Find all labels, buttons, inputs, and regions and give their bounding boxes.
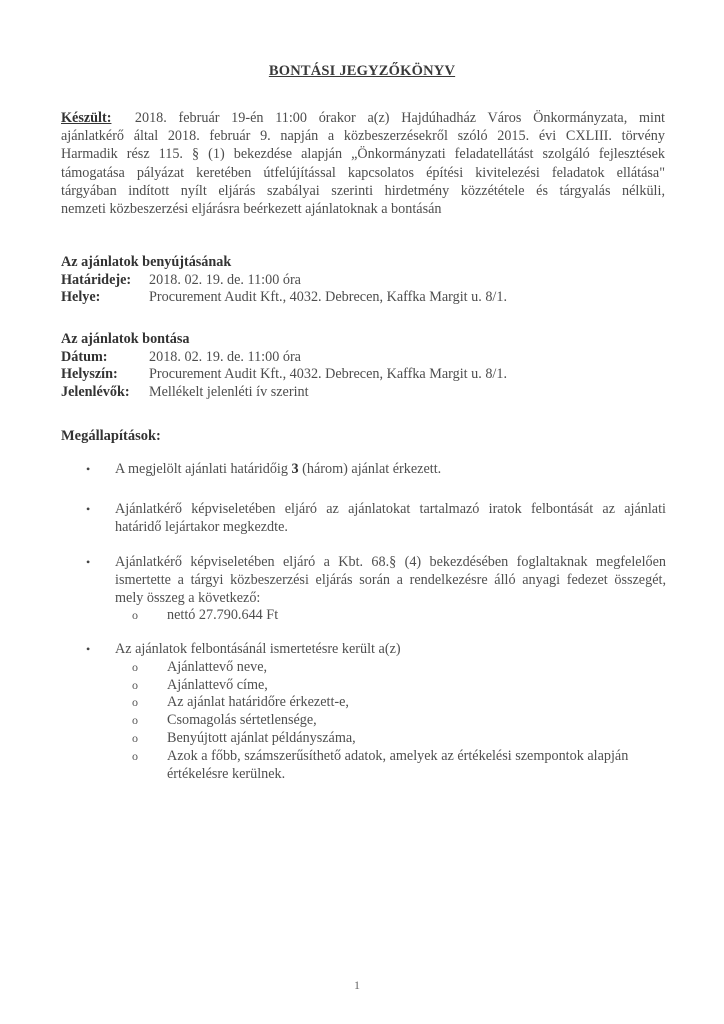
- info-row: [61, 349, 507, 367]
- sub-item-text: Ajánlattevő neve,: [167, 658, 268, 675]
- sub-item: [132, 694, 666, 712]
- info-row: [61, 289, 507, 307]
- info-value: 2018. 02. 19. de. 11:00 óra: [149, 348, 301, 365]
- info-key: Határideje:: [61, 271, 132, 288]
- sub-item-text: értékelésre kerülnek.: [167, 765, 286, 782]
- sub-item: [132, 712, 666, 730]
- opening-section: [61, 331, 507, 401]
- sub-item: [132, 607, 666, 625]
- finding-line: Ajánlatkérő képviseletében eljáró az ajánlatokat tartalmazó iratok felbontását az ajánlati: [115, 501, 666, 517]
- info-value: Mellékelt jelenléti ív szerint: [149, 383, 309, 400]
- finding-item: [86, 554, 666, 625]
- document-title: BONTÁSI JEGYZŐKÖNYV: [268, 63, 456, 79]
- intro-line: nemzeti közbeszerzési eljárásra beérkezett ajánlatoknak a bontásán: [61, 201, 442, 218]
- intro-label: Készült:: [61, 110, 112, 126]
- circle-bullet-icon: o: [132, 608, 138, 623]
- info-value: Procurement Audit Kft., 4032. Debrecen, Kaffka Margit u. 8/1.: [149, 366, 508, 382]
- sub-item-text: Az ajánlat határidőre érkezett-e,: [167, 694, 349, 711]
- opening-heading: Az ajánlatok bontása: [61, 331, 190, 347]
- circle-bullet-icon: o: [132, 677, 138, 692]
- findings-heading: Megállapítások:: [61, 428, 161, 444]
- intro-line: ajánlatkérő által 2018. február 9. napján a közbeszerzésekről szóló 2015. évi CXLIII. törvény: [61, 128, 665, 145]
- page-number: 1: [354, 978, 360, 992]
- submission-heading: Az ajánlatok benyújtásának: [61, 254, 232, 270]
- bullet-icon: •: [86, 502, 91, 516]
- sub-item-text: Benyújtott ajánlat példányszáma,: [167, 729, 356, 746]
- net-amount: nettó 27.790.644 Ft: [167, 607, 279, 624]
- bullet-icon: •: [86, 555, 91, 569]
- info-key: Helye:: [61, 289, 101, 305]
- info-key: Jelenlévők:: [61, 383, 130, 400]
- info-value: Procurement Audit Kft., 4032. Debrecen, Kaffka Margit u. 8/1.: [149, 289, 508, 305]
- info-value: 2018. 02. 19. de. 11:00 óra: [149, 271, 301, 288]
- intro-line: tárgyában indított nyílt eljárás szabályai szerinti hirdetmény közzététele és tárgyalás nélküli,: [61, 182, 665, 199]
- info-key: Helyszín:: [61, 366, 118, 382]
- submission-section: [61, 254, 507, 307]
- intro-line: támogatása pályázat keretében útfelújítással kapcsolatos építési kivitelezési feladatok ellátása": [61, 164, 665, 181]
- bullet-icon: •: [86, 462, 91, 476]
- bullet-icon: •: [86, 642, 91, 656]
- intro-line: 2018. február 19-én 11:00 órakor a(z) Hajdúhadház Város Önkormányzata, mint: [134, 110, 665, 126]
- offer-count: 3: [291, 461, 299, 477]
- finding-item: [86, 461, 666, 479]
- sub-item-text: Csomagolás sértetlensége,: [167, 712, 317, 729]
- intro-line: Harmadik rész 115. § (1) bekezdése alapján „Önkormányzati feladatellátást szolgáló fejlesztések: [61, 146, 665, 163]
- info-row: [61, 366, 507, 384]
- sub-item: [132, 747, 666, 784]
- finding-text: A megjelölt ajánlati határidőig: [115, 461, 292, 477]
- finding-line: határidő lejártakor megkezdte.: [115, 518, 288, 535]
- finding-item: [86, 641, 666, 783]
- info-row: [61, 272, 507, 290]
- intro-paragraph: [61, 109, 665, 218]
- finding-text: Az ajánlatok felbontásánál ismertetésre került a(z): [115, 641, 401, 657]
- circle-bullet-icon: o: [132, 695, 138, 710]
- finding-line: ismertette a tárgyi közbeszerzési eljárás során a rendelkezésre álló anyagi fedezet összegét,: [115, 571, 666, 588]
- circle-bullet-icon: o: [132, 713, 138, 728]
- sub-item-text: Ajánlattevő címe,: [167, 676, 268, 693]
- finding-line: mely összeg a következő:: [115, 589, 261, 606]
- sub-item: [132, 676, 666, 695]
- circle-bullet-icon: o: [132, 730, 138, 745]
- circle-bullet-icon: o: [132, 659, 138, 674]
- circle-bullet-icon: o: [132, 748, 138, 763]
- finding-line: Ajánlatkérő képviseletében eljáró a Kbt. 68.§ (4) bekezdésében foglaltaknak megfelelően: [115, 554, 666, 570]
- sub-item: [132, 658, 666, 677]
- info-row: [61, 384, 507, 402]
- finding-text: (három) ajánlat érkezett.: [298, 461, 442, 477]
- sub-item-text: Azok a főbb, számszerűsíthető adatok, amelyek az értékelési szempontok alapján: [167, 747, 629, 764]
- info-key: Dátum:: [61, 348, 108, 365]
- finding-item: [86, 501, 666, 537]
- sub-item: [132, 729, 666, 748]
